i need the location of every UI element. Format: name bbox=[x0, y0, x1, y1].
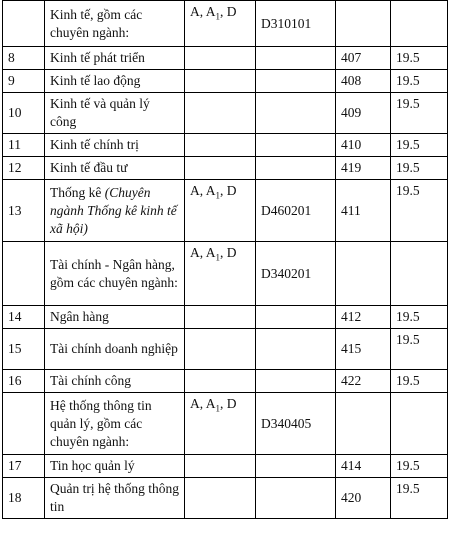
major-code-cell bbox=[256, 306, 336, 329]
program-name: Tài chính - Ngân hàng, gồm các chuyên ngành: bbox=[50, 256, 178, 290]
specialization-code-cell: 414 bbox=[336, 455, 391, 478]
program-name: Tài chính công bbox=[50, 373, 131, 388]
program-name-cell bbox=[45, 134, 185, 157]
specialization-code-cell: 420 bbox=[336, 478, 391, 519]
program-name-cell bbox=[45, 70, 185, 93]
major-code-cell bbox=[256, 47, 336, 70]
row-number-cell: 9 bbox=[3, 70, 45, 93]
program-name: Tài chính doanh nghiệp bbox=[50, 341, 178, 356]
specialization-code-cell: 419 bbox=[336, 157, 391, 180]
specialization-code-cell: 408 bbox=[336, 70, 391, 93]
exam-block-cell bbox=[185, 329, 256, 370]
row-number-cell: 14 bbox=[3, 306, 45, 329]
program-name: Quản trị hệ thống thông tin bbox=[50, 481, 179, 514]
major-code-cell bbox=[256, 478, 336, 519]
exam-block-cell bbox=[185, 70, 256, 93]
exam-block-cell bbox=[185, 478, 256, 519]
program-name-cell bbox=[45, 93, 185, 134]
table-row bbox=[3, 370, 448, 393]
benchmark-score-cell: 19.5 bbox=[391, 93, 448, 134]
program-name: Kinh tế và quản lý công bbox=[50, 96, 150, 129]
benchmark-score-cell: 19.5 bbox=[391, 157, 448, 180]
major-code-cell bbox=[256, 134, 336, 157]
program-name: Kinh tế chính trị bbox=[50, 137, 139, 152]
benchmark-score-cell: 19.5 bbox=[391, 180, 448, 242]
program-name: Hệ thống thông tin quản lý, gồm các chuyên ngành: bbox=[50, 397, 152, 449]
program-name-cell bbox=[45, 455, 185, 478]
benchmark-score-cell bbox=[391, 393, 448, 455]
exam-block-cell bbox=[185, 370, 256, 393]
specialization-code-cell: 415 bbox=[336, 329, 391, 370]
benchmark-score-cell: 19.5 bbox=[391, 134, 448, 157]
exam-block-cell: A, $A_1$, D bbox=[185, 1, 256, 47]
major-code-cell bbox=[256, 329, 336, 370]
benchmark-score-cell: 19.5 bbox=[391, 306, 448, 329]
program-name-cell bbox=[45, 329, 185, 370]
exam-block-cell bbox=[185, 93, 256, 134]
program-name: Kinh tế đầu tư bbox=[50, 160, 128, 175]
specialization-code-cell: 411 bbox=[336, 180, 391, 242]
benchmark-score-cell: 19.5 bbox=[391, 370, 448, 393]
table-body bbox=[3, 1, 448, 519]
program-name: Thống kê bbox=[50, 184, 102, 200]
program-name: Kinh tế phát triển bbox=[50, 50, 145, 65]
table-row bbox=[3, 329, 448, 370]
row-number-cell: 10 bbox=[3, 93, 45, 134]
specialization-code-cell bbox=[336, 242, 391, 306]
program-name-cell bbox=[45, 157, 185, 180]
exam-block-cell: A, $A_1$, D bbox=[185, 180, 256, 242]
table-row bbox=[3, 47, 448, 70]
program-name: Ngân hàng bbox=[50, 309, 109, 324]
table-row bbox=[3, 157, 448, 180]
program-name: Tin học quản lý bbox=[50, 458, 135, 473]
row-number-cell: 18 bbox=[3, 478, 45, 519]
specialization-code-cell: 412 bbox=[336, 306, 391, 329]
program-name-cell bbox=[45, 47, 185, 70]
table-row bbox=[3, 180, 448, 242]
exam-block-cell bbox=[185, 306, 256, 329]
exam-block-cell bbox=[185, 157, 256, 180]
program-name-cell bbox=[45, 370, 185, 393]
table-row bbox=[3, 134, 448, 157]
major-code-cell: D340201 bbox=[256, 242, 336, 306]
row-number-cell bbox=[3, 393, 45, 455]
major-code-cell: D310101 bbox=[256, 1, 336, 47]
benchmark-score-cell bbox=[391, 1, 448, 47]
row-number-cell: 16 bbox=[3, 370, 45, 393]
program-name-cell bbox=[45, 180, 185, 242]
specialization-code-cell bbox=[336, 393, 391, 455]
specialization-code-cell bbox=[336, 1, 391, 47]
benchmark-score-cell: 19.5 bbox=[391, 70, 448, 93]
specialization-code-cell: 409 bbox=[336, 93, 391, 134]
program-name-cell bbox=[45, 306, 185, 329]
admission-score-table bbox=[2, 0, 448, 519]
table-row bbox=[3, 306, 448, 329]
benchmark-score-cell: 19.5 bbox=[391, 47, 448, 70]
row-number-cell: 13 bbox=[3, 180, 45, 242]
row-number-cell bbox=[3, 242, 45, 306]
major-code-cell bbox=[256, 370, 336, 393]
exam-block-cell bbox=[185, 134, 256, 157]
table-row bbox=[3, 393, 448, 455]
program-name-cell bbox=[45, 1, 185, 47]
row-number-cell: 17 bbox=[3, 455, 45, 478]
program-name-note: (Chuyên ngành Thống kê kinh tế xã hội) bbox=[50, 184, 177, 236]
exam-block-cell bbox=[185, 47, 256, 70]
benchmark-score-cell bbox=[391, 242, 448, 306]
specialization-code-cell: 422 bbox=[336, 370, 391, 393]
table-row bbox=[3, 455, 448, 478]
row-number-cell: 15 bbox=[3, 329, 45, 370]
program-name: Kinh tế lao động bbox=[50, 73, 141, 88]
major-code-cell: D340405 bbox=[256, 393, 336, 455]
row-number-cell: 8 bbox=[3, 47, 45, 70]
exam-block-cell bbox=[185, 455, 256, 478]
table-row bbox=[3, 242, 448, 306]
program-name: Kinh tế, gồm các chuyên ngành: bbox=[50, 6, 143, 40]
program-name-cell bbox=[45, 478, 185, 519]
table-row bbox=[3, 478, 448, 519]
row-number-cell: 11 bbox=[3, 134, 45, 157]
major-code-cell bbox=[256, 93, 336, 134]
benchmark-score-cell: 19.5 bbox=[391, 478, 448, 519]
program-name-cell bbox=[45, 242, 185, 306]
major-code-cell bbox=[256, 157, 336, 180]
table-row bbox=[3, 70, 448, 93]
row-number-cell: 12 bbox=[3, 157, 45, 180]
exam-block-cell: A, $A_1$, D bbox=[185, 242, 256, 306]
program-name-cell bbox=[45, 393, 185, 455]
table-row bbox=[3, 93, 448, 134]
major-code-cell: D460201 bbox=[256, 180, 336, 242]
major-code-cell bbox=[256, 70, 336, 93]
row-number-cell bbox=[3, 1, 45, 47]
specialization-code-cell: 410 bbox=[336, 134, 391, 157]
major-code-cell bbox=[256, 455, 336, 478]
benchmark-score-cell: 19.5 bbox=[391, 455, 448, 478]
specialization-code-cell: 407 bbox=[336, 47, 391, 70]
table-row bbox=[3, 1, 448, 47]
exam-block-cell: A, $A_1$, D bbox=[185, 393, 256, 455]
benchmark-score-cell: 19.5 bbox=[391, 329, 448, 370]
